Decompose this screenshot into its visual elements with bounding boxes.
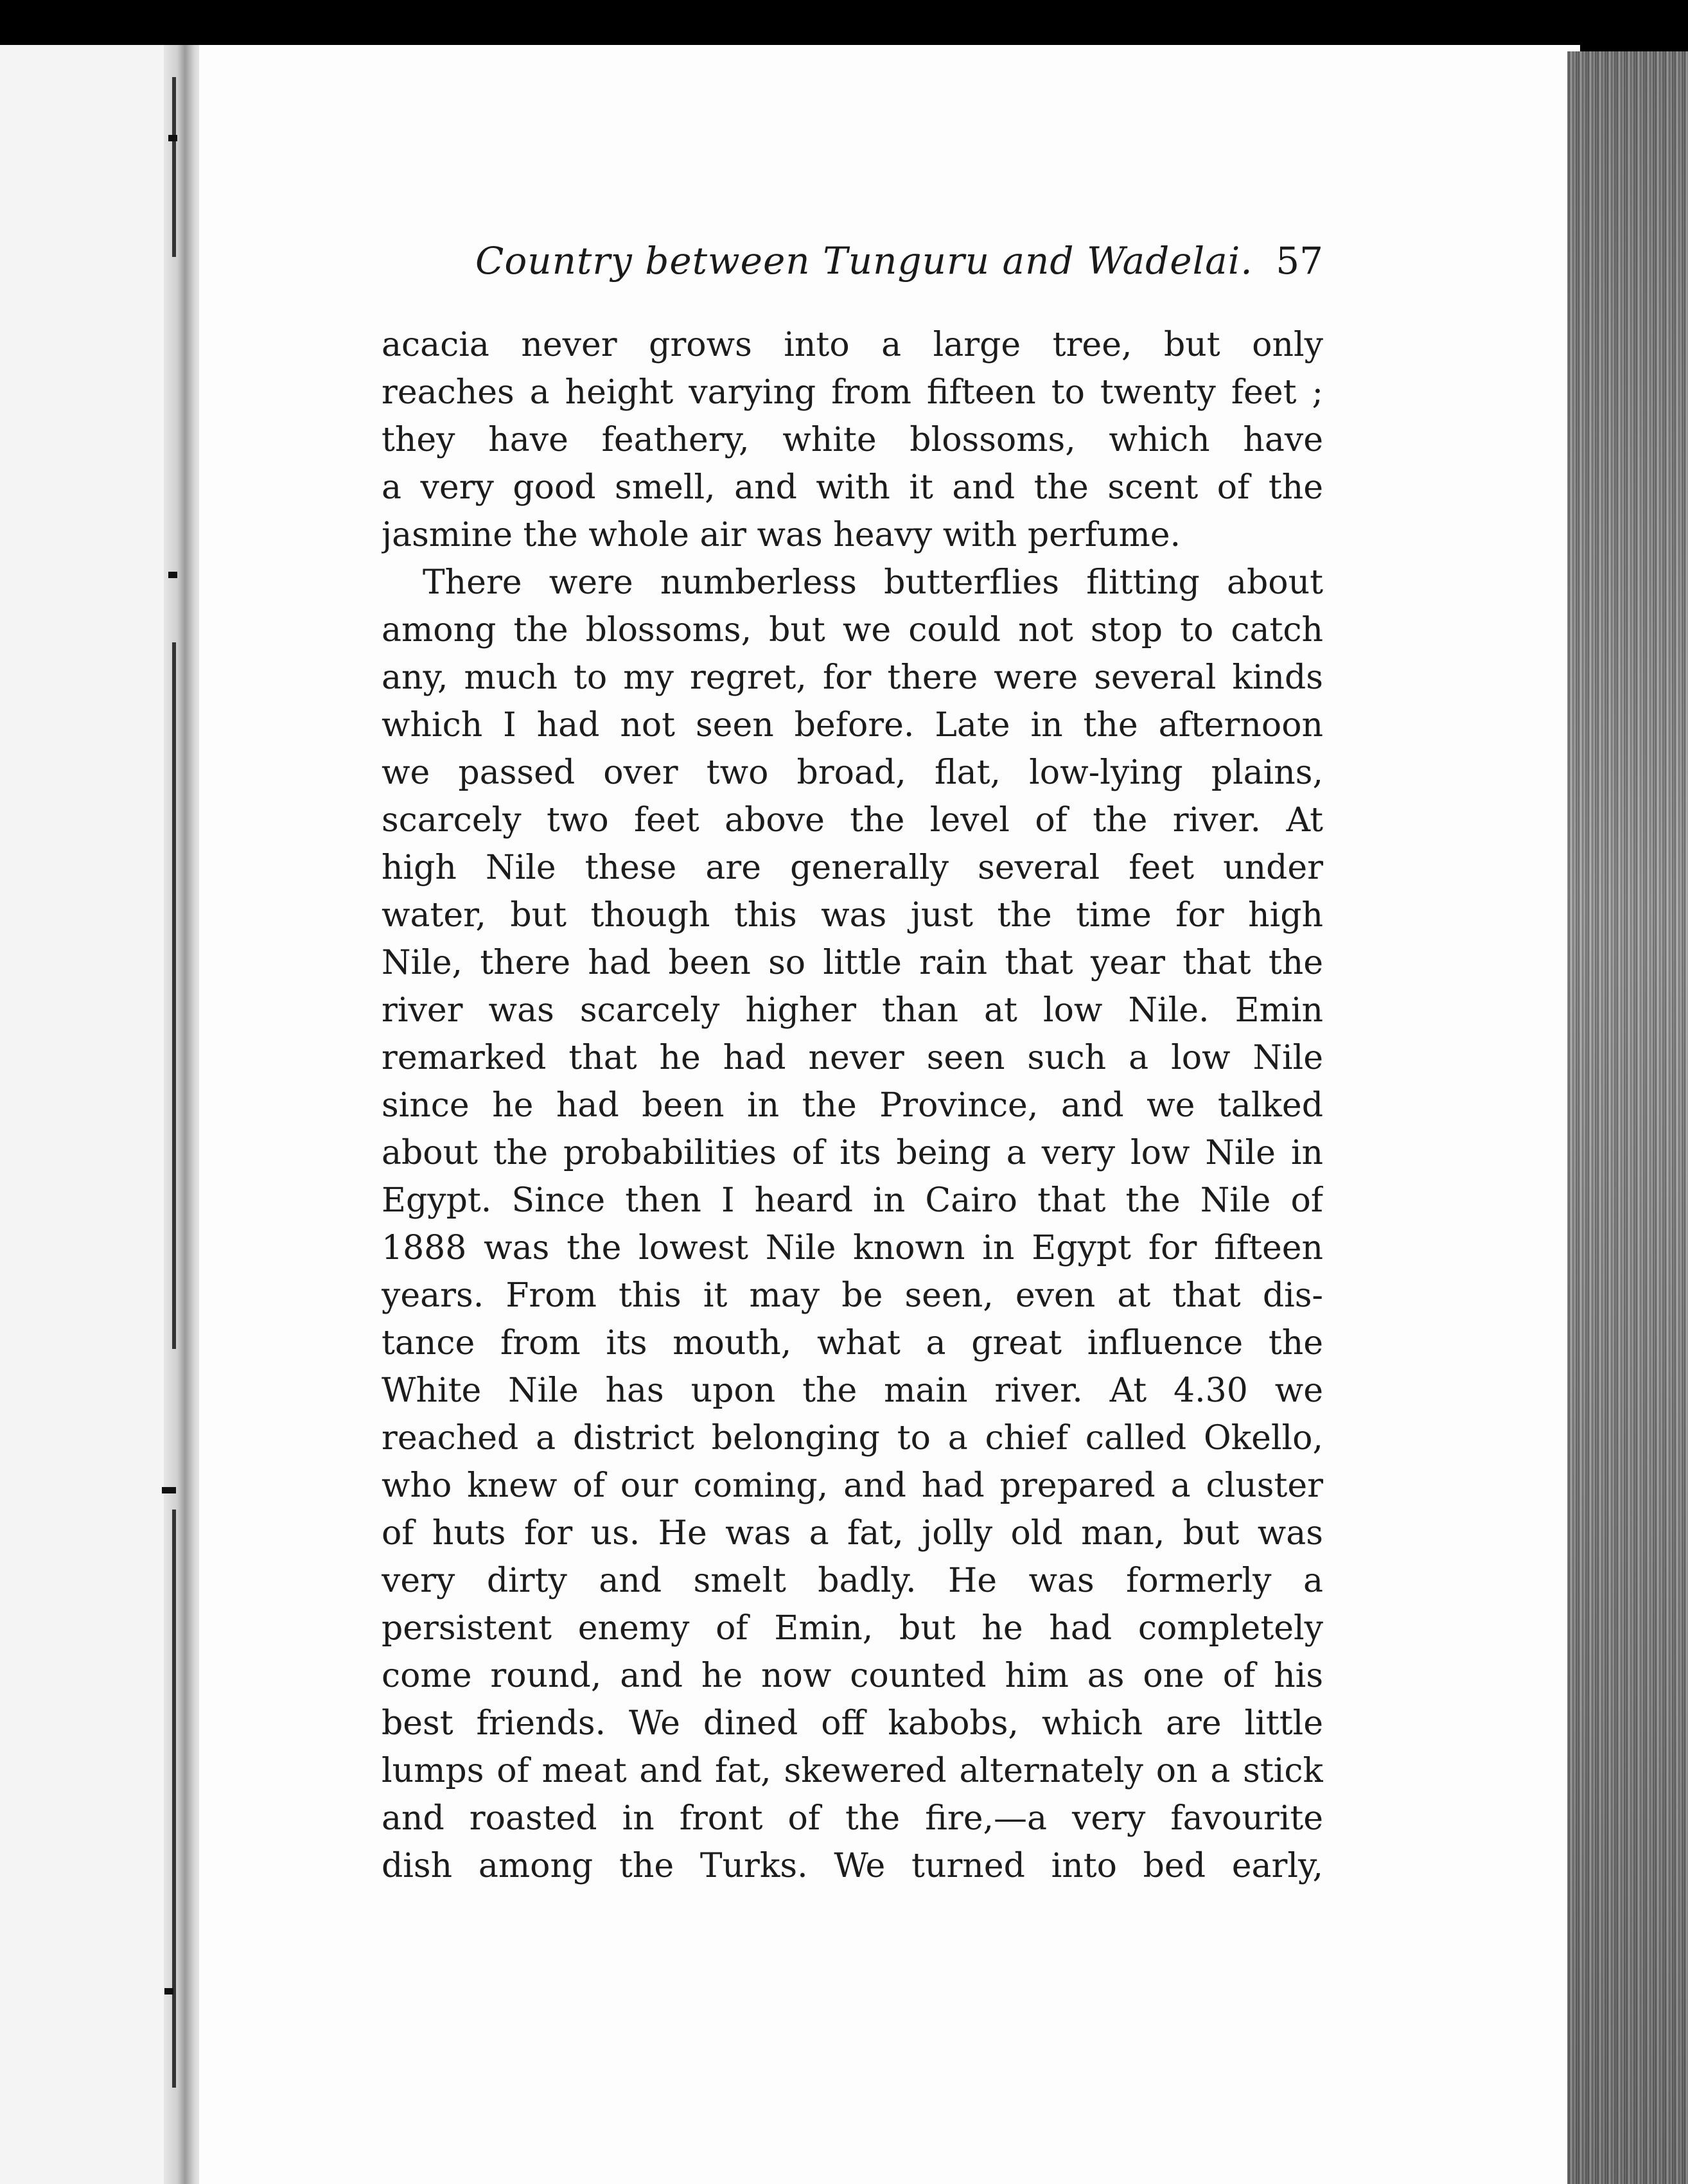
text-line: reached a district belonging to a chief called Okello, bbox=[382, 1419, 1323, 1457]
text-line: they have feathery, white blossoms, which have bbox=[382, 421, 1323, 459]
margin-mark bbox=[168, 572, 177, 578]
page-stack-shading bbox=[1567, 51, 1688, 2184]
text-line: which I had not seen before. Late in the afternoon bbox=[382, 706, 1323, 744]
text-line: among the blossoms, but we could not stop to catch bbox=[382, 611, 1323, 649]
text-line: Egypt. Since then I heard in Cairo that the Nile of bbox=[382, 1181, 1323, 1220]
text-line: of huts for us. He was a fat, jolly old man, but was bbox=[382, 1514, 1323, 1553]
text-line: come round, and he now counted him as one of his bbox=[382, 1657, 1323, 1695]
page-header bbox=[475, 239, 1323, 297]
text-line: very dirty and smelt badly. He was formerly a bbox=[382, 1562, 1323, 1600]
text-line: White Nile has upon the main river. At 4.30 we bbox=[382, 1371, 1323, 1410]
text-line: river was scarcely higher than at low Nile. Emin bbox=[382, 991, 1323, 1030]
text-line: water, but though this was just the time for high bbox=[382, 896, 1323, 935]
gutter-shadow-line bbox=[172, 77, 176, 257]
page-number: 57 bbox=[1276, 239, 1323, 283]
text-line: lumps of meat and fat, skewered alternately on a stick bbox=[382, 1752, 1323, 1790]
text-line: acacia never grows into a large tree, but only bbox=[382, 326, 1323, 364]
text-line: we passed over two broad, flat, low-lying plains, bbox=[382, 753, 1323, 792]
text-line: any, much to my regret, for there were several kinds bbox=[382, 658, 1323, 697]
text-line: tance from its mouth, what a great influence the bbox=[382, 1324, 1323, 1362]
text-line: There were numberless butterflies flitting about bbox=[423, 563, 1323, 602]
running-title: Country between Tunguru and Wadelai. bbox=[475, 239, 1253, 283]
text-line: remarked that he had never seen such a low Nile bbox=[382, 1039, 1323, 1077]
margin-mark bbox=[168, 135, 177, 141]
text-line: since he had been in the Province, and we talked bbox=[382, 1086, 1323, 1125]
text-line: about the probabilities of its being a very low Nile in bbox=[382, 1134, 1323, 1172]
text-line: persistent enemy of Emin, but he had completely bbox=[382, 1609, 1323, 1648]
gutter-shadow-line bbox=[172, 642, 176, 1349]
text-line: scarcely two feet above the level of the river. At bbox=[382, 801, 1323, 840]
gutter-shadow-line bbox=[172, 1510, 176, 2088]
text-line: best friends. We dined off kabobs, which are little bbox=[382, 1704, 1323, 1743]
text-line: 1888 was the lowest Nile known in Egypt for fifteen bbox=[382, 1229, 1323, 1267]
text-line: Nile, there had been so little rain that year that the bbox=[382, 944, 1323, 982]
text-line: a very good smell, and with it and the scent of the bbox=[382, 468, 1323, 507]
body-text bbox=[382, 321, 1323, 1890]
text-line: high Nile these are generally several feet under bbox=[382, 849, 1323, 887]
margin-mark bbox=[162, 1487, 176, 1493]
text-line: and roasted in front of the fire,—a very favourite bbox=[382, 1799, 1323, 1838]
book-gutter bbox=[164, 45, 202, 2184]
text-line: years. From this it may be seen, even at that dis- bbox=[382, 1276, 1323, 1315]
margin-mark bbox=[164, 1988, 173, 1995]
text-line: jasmine the whole air was heavy with perfume. bbox=[382, 516, 1181, 554]
text-line: dish among the Turks. We turned into bed early, bbox=[382, 1847, 1323, 1885]
text-line: who knew of our coming, and had prepared a cluster bbox=[382, 1466, 1323, 1505]
text-line: reaches a height varying from fifteen to twenty feet ; bbox=[382, 373, 1323, 412]
